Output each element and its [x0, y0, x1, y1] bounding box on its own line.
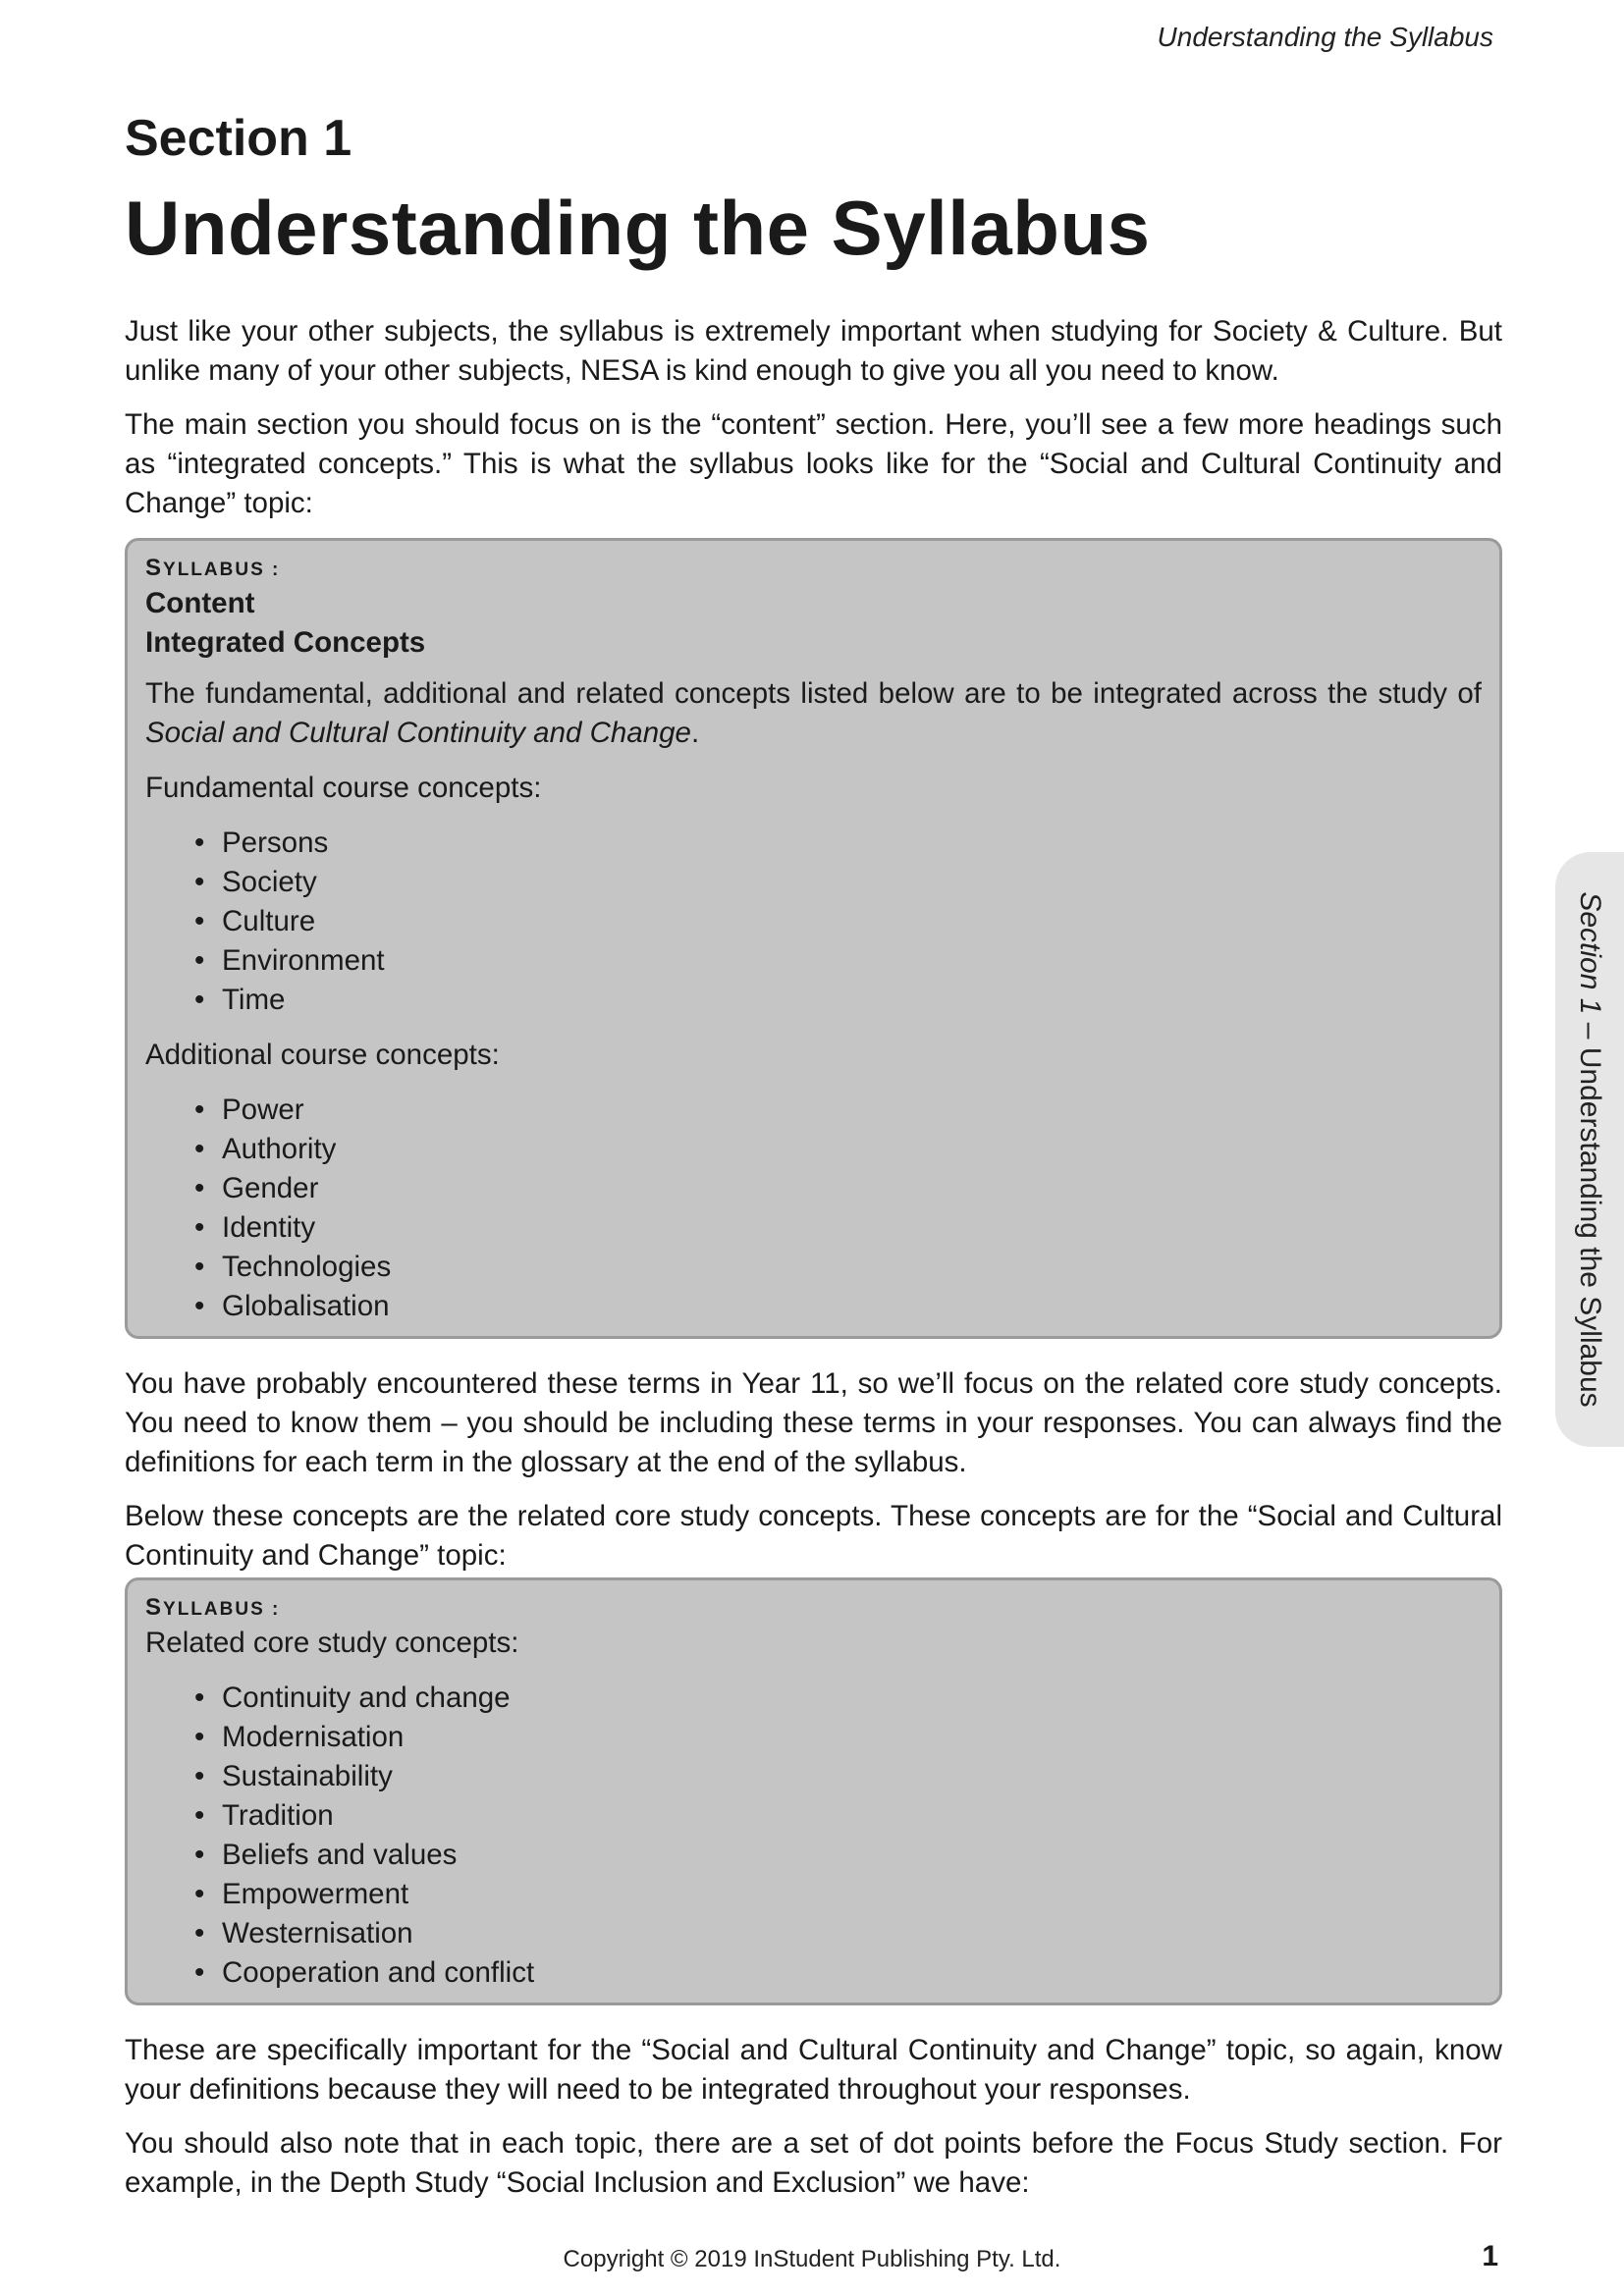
list-item: • Empowerment [194, 1875, 1482, 1914]
list-item: • Authority [194, 1130, 1482, 1169]
syllabus-tag: SYLLABUS : [145, 554, 281, 581]
section-side-tab [1555, 852, 1624, 1447]
list-item: • Persons [194, 824, 1482, 863]
below-concepts-paragraph: Below these concepts are the related core study concepts. These concepts are for the “Social and Cultural Continuity and Change” topic: [125, 1499, 1502, 1572]
additional-concepts-label: Additional course concepts: [145, 1038, 500, 1071]
page-number: 1 [1482, 2240, 1498, 2272]
dot-points-paragraph: You should also note that in each topic, there are a set of dot points before the Focus Study section. For example, in the Depth Study “Social Inclusion and Exclusion” we have: [125, 2126, 1502, 2199]
content-section-paragraph: The main section you should focus on is the “content” section. Here, you’ll see a few more headings such as “integrated concepts.” This is what the syllabus looks like for the “Social and Cultural Continuity and Change” topic: [125, 407, 1502, 519]
fundamental-concepts-list [194, 824, 1482, 1020]
running-header: Understanding the Syllabus [1157, 22, 1493, 52]
intro-paragraph: Just like your other subjects, the syllabus is extremely important when studying for Society & Culture. But unlike many of your other subjects, NESA is kind enough to give you all you need to know. [125, 314, 1502, 387]
copyright-footer: Copyright © 2019 InStudent Publishing Pty. Ltd. [563, 2246, 1061, 2272]
syllabus-box-related-concepts [125, 1577, 1502, 2005]
list-item: • Continuity and change [194, 1679, 1482, 1718]
list-item: • Time [194, 981, 1482, 1020]
syllabus-tag: SYLLABUS : [145, 1593, 281, 1621]
additional-concepts-list [194, 1091, 1482, 1326]
year11-paragraph: You have probably encountered these terms in Year 11, so we’ll focus on the related core study concepts. You need to know them – you should be including these terms in your responses. You can always find the definitions for each term in the glossary at the end of the syllabus. [125, 1366, 1502, 1478]
list-item: • Technologies [194, 1248, 1482, 1287]
important-paragraph: These are specifically important for the “Social and Cultural Continuity and Change” topic, so again, know your definitions because they will need to be integrated throughout your responses. [125, 2033, 1502, 2106]
list-item: • Beliefs and values [194, 1836, 1482, 1875]
list-item: • Identity [194, 1208, 1482, 1248]
related-concepts-list [194, 1679, 1482, 1993]
page-content [125, 98, 1502, 2217]
list-item: • Sustainability [194, 1757, 1482, 1796]
integrated-concepts-description: The fundamental, additional and related concepts listed below are to be integrated across the study of Social and Cultural Continuity and Change. [145, 676, 1482, 749]
list-item: • Cooperation and conflict [194, 1953, 1482, 1993]
integrated-concepts-heading: Integrated Concepts [145, 625, 426, 659]
list-item: • Environment [194, 941, 1482, 981]
list-item: • Globalisation [194, 1287, 1482, 1326]
syllabus-box-integrated-concepts [125, 538, 1502, 1339]
list-item: • Culture [194, 902, 1482, 941]
side-tab-label: Section 1 – Understanding the Syllabus [1574, 891, 1606, 1408]
fundamental-concepts-label: Fundamental course concepts: [145, 771, 542, 804]
page-title: Understanding the Syllabus [125, 185, 1151, 272]
list-item: • Westernisation [194, 1914, 1482, 1953]
section-label: Section 1 [125, 110, 352, 167]
list-item: • Gender [194, 1169, 1482, 1208]
related-concepts-label: Related core study concepts: [145, 1626, 519, 1659]
list-item: • Society [194, 863, 1482, 902]
content-heading: Content [145, 586, 255, 619]
list-item: • Power [194, 1091, 1482, 1130]
list-item: • Tradition [194, 1796, 1482, 1836]
list-item: • Modernisation [194, 1718, 1482, 1757]
